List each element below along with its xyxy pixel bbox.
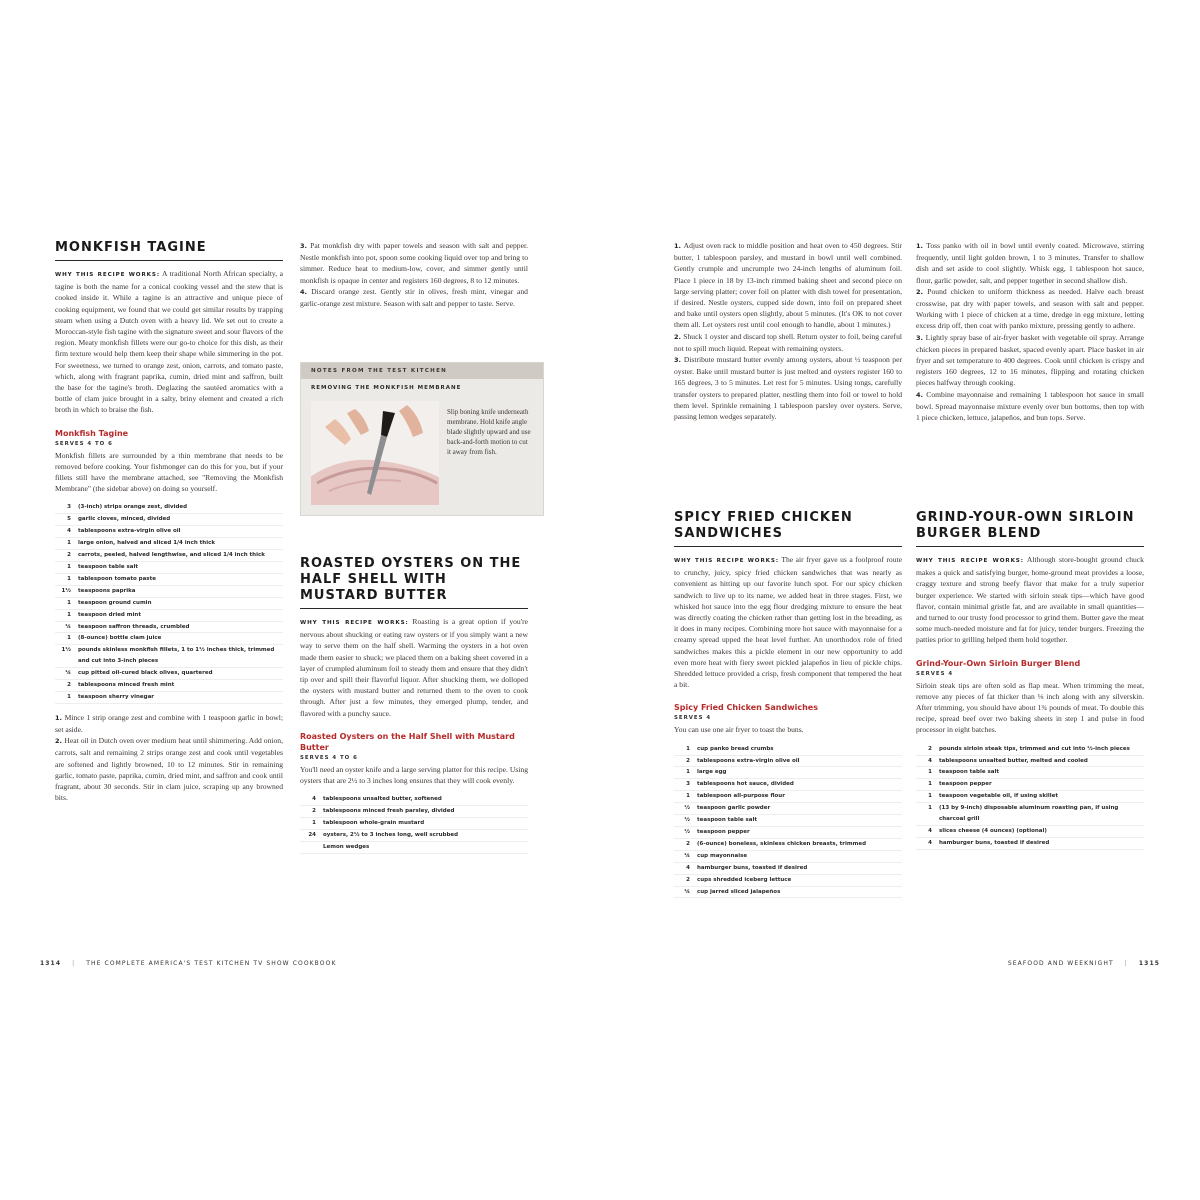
- recipe-step: [916, 286, 1144, 332]
- step-number: 3.: [674, 356, 684, 365]
- ingredient-text: teaspoon table salt: [78, 563, 138, 570]
- ingredient-quantity: ½: [684, 828, 690, 835]
- ingredient-quantity: ¼: [65, 670, 71, 677]
- serves: SERVES 4 TO 6: [300, 754, 358, 761]
- ingredient-item: [55, 633, 283, 645]
- ingredient-item: [55, 526, 283, 538]
- step-text: Shuck 1 oyster and discard top shell. Return oyster to foil, being careful not to spill much liquid. Repeat with remaining oysters.: [674, 331, 902, 353]
- recipe-step: [55, 712, 283, 735]
- ingredient-item: [55, 574, 283, 586]
- recipe-step: [55, 735, 283, 803]
- recipe-heading-burger: GRIND-YOUR-OWN SIRLOIN BURGER BLEND: [916, 510, 1144, 547]
- ingredient-text: cup panko bread crumbs: [697, 745, 774, 752]
- ingredient-item: [916, 779, 1144, 791]
- right-page: [600, 0, 1200, 1200]
- serves: SERVES 4: [916, 670, 954, 677]
- ingredient-item: [916, 826, 1144, 838]
- book-title: THE COMPLETE AMERICA'S TEST KITCHEN TV SHOW COOKBOOK: [86, 960, 337, 967]
- why-label: WHY THIS RECIPE WORKS:: [300, 620, 409, 626]
- step-text: Distribute mustard butter evenly among oysters, about ½ teaspoon per oyster. Bake until mustard butter is just melted and oysters register 160 to 165 degrees, 3 to 5 minutes. Let rest for 5 minutes. Using tongs, carefully transfer oysters to prepared platter, nestling them into foil or towel to hold them level. Sprinkle remaining 1 tablespoon parsley over oysters. Serve, passing lemon wedges separately.: [674, 355, 902, 422]
- ingredient-item: [674, 875, 902, 887]
- ingredient-text: tablespoons extra-virgin olive oil: [697, 757, 800, 764]
- ingredient-text: teaspoon dried mint: [78, 611, 141, 618]
- recipe-title: Roasted Oysters on the Half Shell with Mustard Butter: [300, 731, 515, 752]
- step-text: Lightly spray base of air-fryer basket with vegetable oil spray. Arrange chicken pieces in prepared basket, spaced evenly apart. Place basket in air fryer and set temperature to 400 degrees. Cook until chicken is crispy and registers 160 degrees, 12 to 16 minutes, flipping and rotating chicken pieces halfway through cooking.: [916, 332, 1144, 388]
- ingredient-quantity: ¼: [65, 623, 71, 630]
- ingredient-text: tablespoons hot sauce, divided: [697, 781, 794, 788]
- why-this-works: [300, 616, 528, 719]
- ingredient-quantity: 1: [67, 540, 71, 547]
- footer-left: 1314 | THE COMPLETE AMERICA'S TEST KITCHEN TV SHOW COOKBOOK: [40, 960, 337, 967]
- ingredient-text: tablespoons unsalted butter, melted and cooled: [939, 757, 1088, 764]
- ingredient-item: [55, 538, 283, 550]
- ingredient-quantity: 1: [67, 575, 71, 582]
- ingredient-text: cups shredded iceberg lettuce: [697, 876, 792, 883]
- ingredient-text: large onion, halved and sliced 1/4 inch thick: [78, 540, 216, 547]
- ingredient-item: [674, 851, 902, 863]
- recipe-title: Monkfish Tagine: [55, 428, 129, 438]
- recipe-step: [916, 332, 1144, 389]
- ingredient-text: teaspoons paprika: [78, 587, 136, 594]
- ingredient-item: [55, 622, 283, 634]
- ingredient-quantity: ¼: [684, 852, 690, 859]
- recipe-step: [916, 240, 1144, 286]
- why-text: Although store-bought ground chuck makes a quick and satisfying burger, home-ground meat provides a loose, craggy texture and strong beefy flavor that make for a truly superior burger experience. We started with sirloin steak tips—which have good flavor, contain minimal gristle fat, and are available in small quantities—and turned to our trusty food processor to grind them. Butter gave the meat some much-needed moisture and fat for juicy, tender burgers. Freezing the patties prior to grilling helped them hold together.: [916, 555, 1144, 645]
- recipe-step: [300, 286, 528, 309]
- oyster-block: [300, 556, 528, 862]
- ingredient-item: [55, 680, 283, 692]
- ingredient-text: (13 by 9-inch) disposable aluminum roasting pan, if using charcoal grill: [939, 805, 1119, 823]
- recipe-heading-chicken: SPICY FRIED CHICKEN SANDWICHES: [674, 510, 902, 547]
- recipe-title: Spicy Fried Chicken Sandwiches: [674, 703, 818, 713]
- ingredient-quantity: 1½: [61, 587, 71, 594]
- ingredient-text: hamburger buns, toasted if desired: [939, 839, 1050, 846]
- why-this-works: [55, 268, 283, 416]
- ingredient-item: [916, 756, 1144, 768]
- ingredient-text: tablespoon tomato paste: [78, 575, 156, 582]
- ingredient-quantity: 5: [67, 516, 71, 523]
- recipe-step: [674, 354, 902, 422]
- ingredient-quantity: 3: [686, 781, 690, 788]
- ingredient-quantity: 1: [686, 793, 690, 800]
- ingredient-item: [674, 887, 902, 899]
- ingredient-item: [674, 863, 902, 875]
- chicken-block: [674, 510, 902, 906]
- left-col-1: [55, 240, 283, 803]
- ingredient-item: [300, 794, 528, 806]
- ingredient-item: [674, 839, 902, 851]
- ingredient-quantity: 2: [686, 876, 690, 883]
- ingredient-text: tablespoons extra-virgin olive oil: [78, 528, 181, 535]
- ingredient-item: [55, 586, 283, 598]
- ingredient-item: [55, 550, 283, 562]
- page-number: 1314: [40, 960, 62, 967]
- ingredient-item: [674, 815, 902, 827]
- why-this-works: [674, 554, 902, 690]
- recipe-note: Monkfish fillets are surrounded by a thin membrane that needs to be removed before cooking. Your fishmonger can do this for you, but if your fillets still have the membrane attached, see "Removing the Monkfish Membrane" (the sidebar above) on doing so yourself.: [55, 450, 283, 494]
- burger-block: [916, 510, 1144, 858]
- ingredient-list: [300, 794, 528, 854]
- recipe-step: [300, 240, 528, 286]
- ingredient-text: cup jarred sliced jalapeños: [697, 888, 781, 895]
- ingredient-list: [916, 744, 1144, 850]
- why-label: WHY THIS RECIPE WORKS:: [916, 558, 1024, 564]
- right-col-1: [674, 240, 902, 895]
- ingredient-quantity: 2: [67, 682, 71, 689]
- recipe-step: [674, 331, 902, 354]
- ingredient-item: [916, 838, 1144, 850]
- ingredient-item: [916, 767, 1144, 779]
- why-this-works: [916, 554, 1144, 646]
- why-label: WHY THIS RECIPE WORKS:: [674, 558, 779, 564]
- ingredient-text: carrots, peeled, halved lengthwise, and sliced 1/4 inch thick: [78, 552, 265, 559]
- ingredient-quantity: 1: [686, 769, 690, 776]
- ingredient-quantity: 4: [928, 839, 932, 846]
- ingredient-quantity: 4: [928, 827, 932, 834]
- ingredient-text: (6-ounce) boneless, skinless chicken breasts, trimmed: [697, 840, 867, 847]
- ingredient-quantity: 1½: [61, 647, 71, 654]
- step-number: 2.: [674, 332, 684, 341]
- test-kitchen-sidebar: [300, 362, 544, 516]
- ingredient-text: teaspoon pepper: [939, 781, 992, 788]
- ingredient-item: [916, 744, 1144, 756]
- ingredient-quantity: 2: [686, 757, 690, 764]
- recipe-note: You'll need an oyster knife and a large serving platter for this recipe. Using oysters that are 2½ to 3 inches long ensures that they will cook evenly.: [300, 764, 528, 786]
- ingredient-text: teaspoon pepper: [697, 828, 750, 835]
- ingredient-quantity: 1: [67, 563, 71, 570]
- ingredient-text: tablespoon all-purpose flour: [697, 793, 785, 800]
- ingredient-quantity: 1: [67, 599, 71, 606]
- ingredient-item: [916, 803, 1144, 826]
- ingredient-item: [55, 514, 283, 526]
- ingredient-text: teaspoon ground cumin: [78, 599, 152, 606]
- steps: [55, 712, 283, 804]
- ingredient-text: Lemon wedges: [323, 843, 370, 850]
- ingredient-item: [300, 842, 528, 854]
- ingredient-item: [55, 645, 283, 668]
- step-text: Heat oil in Dutch oven over medium heat until shimmering. Add onion, carrots, salt and remaining 2 strips orange zest and cook until vegetables are softened and lightly browned, 10 to 12 minutes. Stir in remaining garlic, tomato paste, paprika, cumin, dried mint, and saffron and cook until fragrant, about 30 seconds. Stir in clam juice, scraping up any browned bits.: [55, 736, 283, 803]
- ingredient-text: tablespoons minced fresh mint: [78, 682, 175, 689]
- ingredient-text: pounds skinless monkfish fillets, 1 to 1½ inches thick, trimmed and cut into 3-inch pieces: [78, 647, 275, 665]
- ingredient-quantity: 24: [308, 831, 316, 838]
- recipe-heading-oysters: ROASTED OYSTERS ON THE HALF SHELL WITH MUSTARD BUTTER: [300, 556, 528, 609]
- ingredient-quantity: 2: [686, 840, 690, 847]
- ingredient-text: teaspoon table salt: [939, 769, 999, 776]
- ingredient-item: [674, 791, 902, 803]
- ingredient-text: (3-inch) strips orange zest, divided: [78, 504, 188, 511]
- ingredient-item: [300, 830, 528, 842]
- sidebar-caption: Slip boning knife underneath membrane. Hold knife angle blade slightly upward and use back-and-forth motion to cut it away from fish.: [447, 408, 531, 456]
- step-text: Mince 1 strip orange zest and combine with 1 teaspoon garlic in bowl; set aside.: [55, 712, 283, 735]
- ingredient-text: tablespoons unsalted butter, softened: [323, 796, 442, 803]
- ingredient-text: (8-ounce) bottle clam juice: [78, 635, 162, 642]
- recipe-note: You can use one air fryer to toast the buns.: [674, 725, 804, 735]
- serves: SERVES 4 TO 6: [55, 440, 113, 447]
- ingredient-list: [55, 502, 283, 703]
- ingredient-text: large egg: [697, 769, 727, 776]
- ingredient-quantity: 1: [928, 805, 932, 812]
- ingredient-text: hamburger buns, toasted if desired: [697, 864, 808, 871]
- ingredient-quantity: ½: [684, 805, 690, 812]
- steps: [916, 240, 1144, 423]
- page-number: 1315: [1138, 960, 1160, 967]
- ingredient-item: [55, 610, 283, 622]
- ingredient-item: [674, 803, 902, 815]
- sidebar-subhead: REMOVING THE MONKFISH MEMBRANE: [311, 385, 462, 391]
- ingredient-text: teaspoon sherry vinegar: [78, 693, 154, 700]
- step-number: 3.: [916, 333, 926, 342]
- step-number: 1.: [916, 242, 927, 250]
- ingredient-quantity: 2: [928, 745, 932, 752]
- recipe-title: Grind-Your-Own Sirloin Burger Blend: [916, 658, 1081, 668]
- recipe-note: Sirloin steak tips are often sold as flap meat. When trimming the meat, remove any pieces of fat thicker than ⅛ inch along with any silverskin. After trimming, you should have about 1¾ pounds of meat. To double this recipe, spread beef over two baking sheets in step 1 and pulse in food processor in eight batches.: [916, 680, 1144, 735]
- ingredient-quantity: 4: [312, 796, 316, 803]
- ingredient-list: [674, 744, 902, 899]
- why-text: A traditional North African specialty, a tagine is both the name for a conical cooking vessel and the stew that is cooked inside it. While a tagine is an attractive and unique piece of cooking equipment, we found that we could get similar results by trapping steam when using a Dutch oven with a heavy lid. We set out to create a Moroccan-style fish tagine with the signature sweet and sour flavors of the region. Meaty monkfish fillets were our go-to choice for this dish, as their firm texture would help them keep their shape while simmering in the pot. For sweetness, we turned to orange zest, onion, carrots, and tomato paste, which, along with fragrant paprika, cumin, dried mint and saffron, built the base for the tagine's broth. Deglazing the sautéed aromatics with a bottle of clam juice brought in a salty, briny element and created a rich broth in which to braise the fish.: [55, 269, 283, 415]
- ingredient-item: [55, 502, 283, 514]
- recipe-step: [916, 389, 1144, 424]
- ingredient-text: teaspoon vegetable oil, if using skillet: [939, 793, 1058, 800]
- ingredient-quantity: 2: [67, 552, 71, 559]
- ingredient-text: teaspoon garlic powder: [697, 805, 771, 812]
- ingredient-quantity: 4: [67, 528, 71, 535]
- ingredient-quantity: 1: [686, 745, 690, 752]
- ingredient-text: tablespoons minced fresh parsley, divided: [323, 808, 455, 815]
- ingredient-text: slices cheese (4 ounces) (optional): [939, 827, 1047, 834]
- recipe-step: [674, 240, 902, 331]
- ingredient-text: garlic cloves, minced, divided: [78, 516, 171, 523]
- footer-right: SEAFOOD AND WEEKNIGHT | 1315: [1007, 960, 1160, 967]
- step-number: 4.: [916, 390, 927, 399]
- ingredient-text: teaspoon table salt: [697, 817, 757, 824]
- ingredient-quantity: 4: [928, 757, 932, 764]
- ingredient-quantity: 1: [928, 781, 932, 788]
- why-label: WHY THIS RECIPE WORKS:: [55, 272, 160, 278]
- ingredient-quantity: 1: [67, 611, 71, 618]
- ingredient-quantity: 1: [67, 693, 71, 700]
- recipe-heading-monkfish: MONKFISH TAGINE: [55, 240, 283, 261]
- step-text: Pound chicken to uniform thickness as needed. Halve each breast crosswise, pat dry with paper towels, and season with salt and pepper. Working with 1 piece of chicken at a time, dredge in egg mixture, letting excess drip off, then coat with panko mixture, pressing gently to adhere.: [916, 286, 1144, 331]
- ingredient-text: oysters, 2½ to 3 inches long, well scrubbed: [323, 831, 459, 838]
- ingredient-quantity: 1: [928, 793, 932, 800]
- section-title: SEAFOOD AND WEEKNIGHT: [1007, 960, 1114, 967]
- steps: [300, 240, 528, 309]
- ingredient-item: [674, 744, 902, 756]
- step-number: 1.: [674, 242, 684, 250]
- ingredient-item: [55, 598, 283, 610]
- step-number: 2.: [916, 287, 928, 296]
- ingredient-item: [55, 668, 283, 680]
- monkfish-photo: [311, 401, 439, 505]
- ingredient-quantity: 1: [67, 635, 71, 642]
- why-text: The air fryer gave us a foolproof route to crunchy, juicy, spicy fried chicken sandwiches that was nearly as convenient as hitting up our favorite lunch spot. For our spicy chicken sandwich to live up to its name, we added heat in three stages. First, we whisked hot sauce into the egg flour dredging mixture to ensure the heat was directly coating the chicken rather than getting lost in the breading, as it does in many recipes. Combining more hot sauce with mayonnaise for a creamy spread upped the heat level further. An unorthodox role of fried sandwiches makes this a pickle element in our new opportunity to add even more heat with fiery sweet pickled jalapeños in lieu of pickle chips. Shredded lettuce provided a crisp, fresh component that tempered the heat a bit.: [674, 555, 902, 690]
- step-text: Pat monkfish dry with paper towels and season with salt and pepper. Nestle monkfish into pot, spoon some cooking liquid over top and bring to simmer. Reduce heat to medium-low, cover, and simmer gently until monkfish is opaque in center and registers 160 degrees, 8 to 12 minutes.: [300, 241, 528, 285]
- steps: [674, 240, 902, 422]
- ingredient-quantity: 1: [312, 820, 316, 827]
- ingredient-item: [300, 818, 528, 830]
- step-number: 1.: [55, 713, 65, 722]
- ingredient-text: cup pitted oil-cured black olives, quartered: [78, 670, 213, 677]
- why-text: Roasting is a great option if you're nervous about shucking or eating raw oysters or if you simply want a new way to serve them on the half shell. Warming the oysters in a hot oven made them easier to shuck; we placed them on a baking sheet covered in a layer of crumpled aluminum foil to steady them and ensure that they didn't tip over and spill their flavorful liquor. After shucking them, we dolloped the oysters with mustard butter and returned them to the oven to cook through. After just a few minutes, they emerged plump, tender, and flavored with a punchy sauce.: [300, 617, 528, 718]
- ingredient-item: [674, 756, 902, 768]
- ingredient-text: teaspoon saffron threads, crumbled: [78, 623, 190, 630]
- sidebar-header: NOTES FROM THE TEST KITCHEN: [301, 363, 543, 379]
- ingredient-quantity: 3: [67, 504, 71, 511]
- right-col-2: [916, 240, 1144, 846]
- ingredient-quantity: [300, 842, 316, 853]
- serves: SERVES 4: [674, 715, 712, 722]
- ingredient-item: [674, 767, 902, 779]
- ingredient-quantity: 2: [312, 808, 316, 815]
- ingredient-item: [916, 791, 1144, 803]
- ingredient-text: tablespoon whole-grain mustard: [323, 820, 425, 827]
- step-text: Combine mayonnaise and remaining 1 tablespoon hot sauce in small bowl. Spread mayonnaise mixture evenly over bun bottoms, then top with 1 piece chicken, lettuce, jalapeños, and bun tops. Serve.: [916, 389, 1144, 423]
- ingredient-quantity: ¼: [684, 888, 690, 895]
- ingredient-text: cup mayonnaise: [697, 852, 748, 859]
- ingredient-text: pounds sirloin steak tips, trimmed and cut into ½-inch pieces: [939, 745, 1130, 752]
- step-text: Toss panko with oil in bowl until evenly coated. Microwave, stirring frequently, until light golden brown, 1 to 3 minutes. Transfer to shallow dish and set aside to cool slightly. Whisk egg, 1 tablespoon hot sauce, flour, garlic powder, salt, and pepper together in second shallow dish.: [916, 241, 1144, 285]
- ingredient-item: [674, 779, 902, 791]
- ingredient-item: [674, 827, 902, 839]
- step-number: 3.: [300, 242, 311, 250]
- ingredient-quantity: 4: [686, 864, 690, 871]
- ingredient-item: [55, 692, 283, 704]
- step-text: Discard orange zest. Gently stir in olives, fresh mint, vinegar and garlic-orange zest mixture. Season with salt and pepper to taste. Serve.: [300, 286, 528, 309]
- step-text: Adjust oven rack to middle position and heat oven to 450 degrees. Stir butter, 1 tablespoon parsley, and mustard in bowl until well combined. Gently crumple and uncrumple two 24-inch lengths of aluminum foil. Place 1 piece in 18 by 13-inch rimmed baking sheet and second piece on large serving platter; cover foil on platter with dish towel for presentation, if desired. Nestle oysters, cupped side down, into foil on prepared sheet and bake until oysters open slightly, about 5 minutes. (It's OK to not cover them all. Let oysters rest until cool enough to handle, about 1 minutes.): [674, 241, 902, 330]
- step-number: 4.: [300, 287, 312, 296]
- ingredient-item: [55, 562, 283, 574]
- ingredient-item: [300, 806, 528, 818]
- ingredient-quantity: 1: [928, 769, 932, 776]
- step-number: 2.: [55, 737, 65, 746]
- left-col-2: [300, 240, 531, 850]
- ingredient-quantity: ½: [684, 817, 690, 824]
